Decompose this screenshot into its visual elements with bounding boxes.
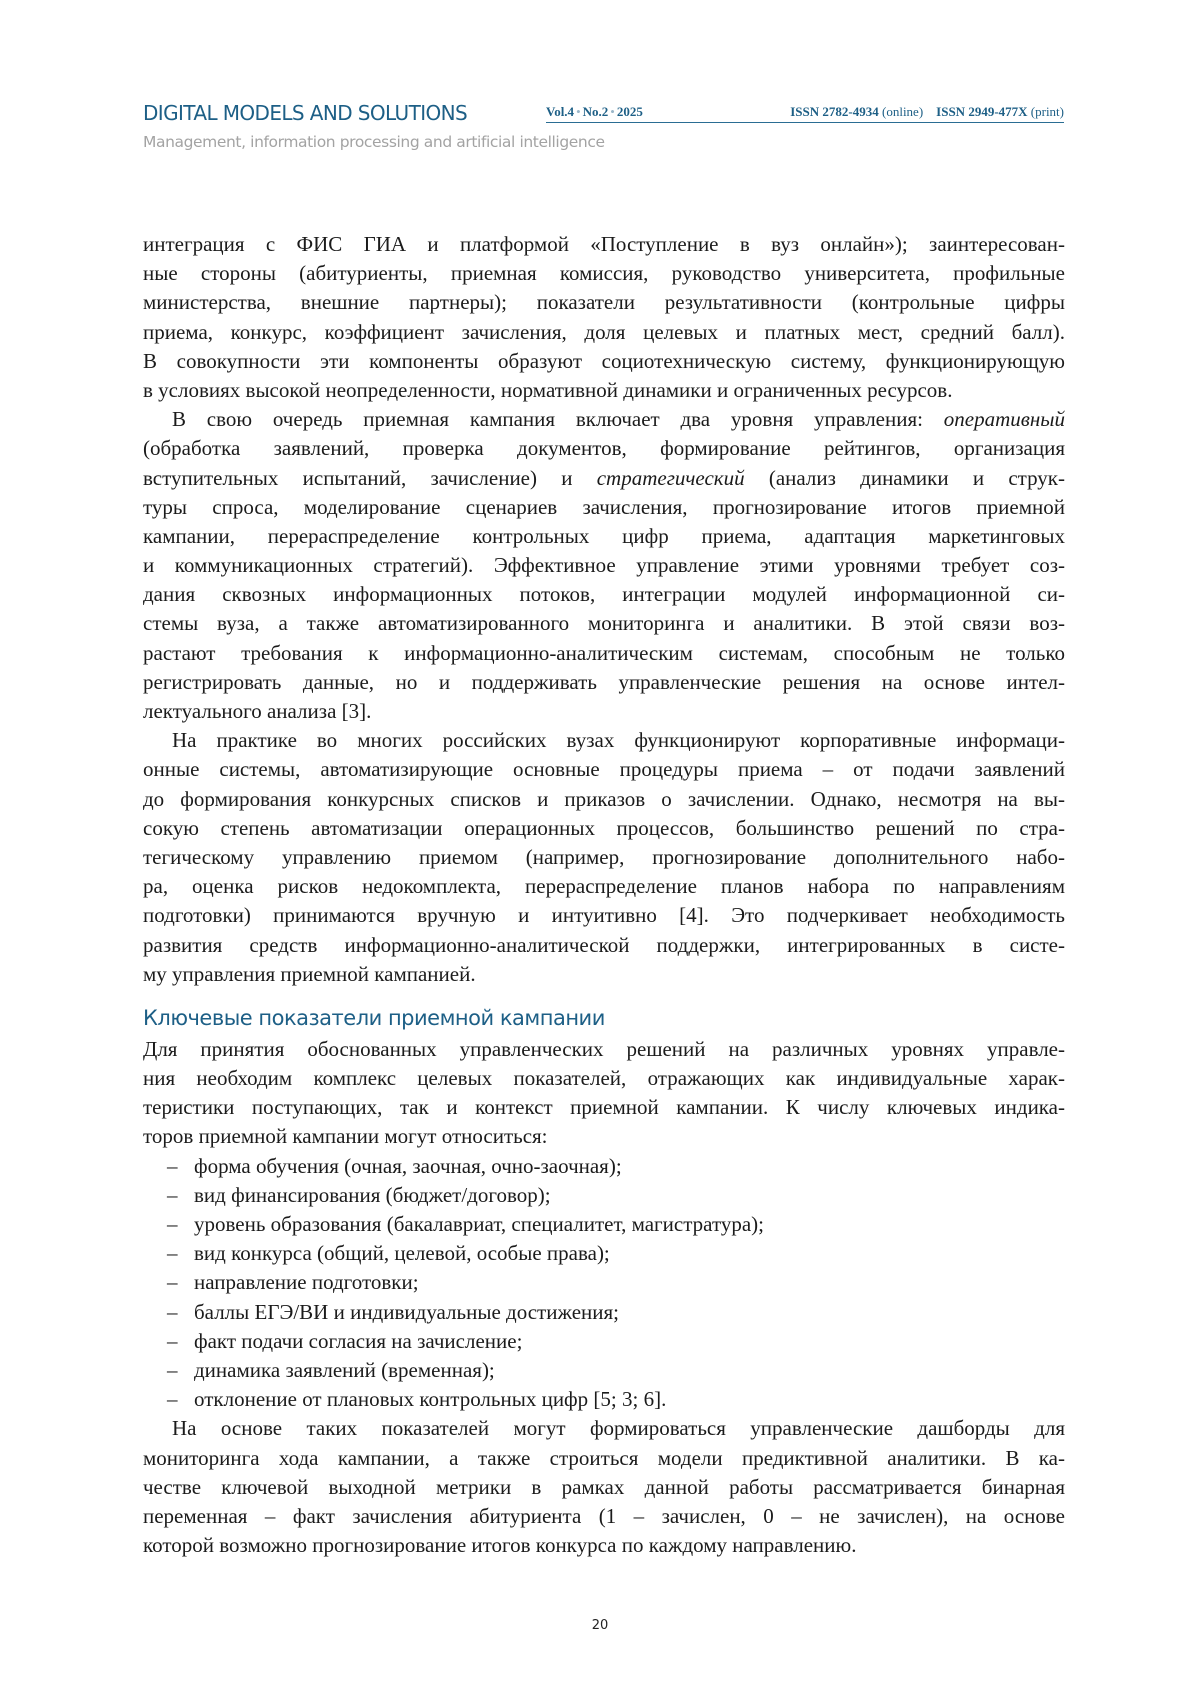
text-run: ра, оценка рисков недокомплекта, перераспределение планов набора по направлениям [143,874,1065,898]
issn-info [790,104,1064,120]
text-run: вступительных испытаний, зачисление) и [143,466,597,490]
text-line [143,1064,1065,1093]
dash-bullet-icon: – [167,1210,178,1239]
list-item-text: направление подготовки; [194,1270,419,1294]
dash-bullet-icon: – [167,1385,178,1414]
text-line [143,755,1065,784]
text-line [143,814,1065,843]
text-run: до формирования конкурсных списков и приказов о зачислении. Однако, несмотря на вы- [143,787,1065,811]
list-item-text: форма обучения (очная, заочная, очно-заочная); [194,1154,622,1178]
text-run: регистрировать данные, но и поддерживать управленческие решения на основе интел- [143,670,1065,694]
text-line [143,697,1065,726]
paragraph [143,230,1065,405]
list-item-text: баллы ЕГЭ/ВИ и индивидуальные достижения; [194,1300,619,1324]
text-line [143,1473,1065,1502]
text-run: мониторинга хода кампании, а также строиться модели предиктивной аналитики. В ка- [143,1446,1065,1470]
issue-info [546,104,643,120]
text-line [143,960,1065,989]
text-run: онные системы, автоматизирующие основные процедуры приема – от подачи заявлений [143,757,1065,781]
text-line [143,1122,1065,1151]
list-item-text: отклонение от плановых контрольных цифр [5; 3; 6]. [194,1387,666,1411]
text-run: торов приемной кампании могут относиться: [143,1124,548,1148]
paragraph [143,726,1065,989]
text-line [143,843,1065,872]
dash-bullet-icon: – [167,1181,178,1210]
text-line [143,872,1065,901]
text-line [143,1414,1065,1443]
list-item [143,1298,1065,1327]
list-item-text: вид конкурса (общий, целевой, особые права); [194,1241,610,1265]
text-line [143,318,1065,347]
issn-print-label: (print) [1031,104,1064,119]
text-run: приема, конкурс, коэффициент зачисления, доля целевых и платных мест, средний балл). [143,320,1065,344]
text-line [143,726,1065,755]
dash-bullet-icon: – [167,1356,178,1385]
journal-title: DIGITAL MODELS AND SOLUTIONS [143,101,467,125]
text-line [143,230,1065,259]
text-run: дания сквозных информационных потоков, интеграции модулей информационной си- [143,582,1065,606]
text-line [143,493,1065,522]
text-run: (анализ динамики и струк- [745,466,1065,490]
list-item-text: вид финансирования (бюджет/договор); [194,1183,551,1207]
issue-number: No.2 [583,104,609,119]
text-run: в условиях высокой неопределенности, нормативной динамики и ограниченных ресурсов. [143,378,952,402]
issn-online-label: (online) [882,104,923,119]
volume: Vol.4 [546,104,574,119]
paragraph [143,405,1065,726]
text-run: сокую степень автоматизации операционных процессов, большинство решений по стра- [143,816,1065,840]
dash-bullet-icon: – [167,1298,178,1327]
dash-bullet-icon: – [167,1268,178,1297]
text-line [143,1531,1065,1560]
text-run: Для принятия обоснованных управленческих решений на различных уровнях управле- [143,1037,1065,1061]
text-line [143,464,1065,493]
text-line [143,376,1065,405]
text-run: интеграция с ФИС ГИА и платформой «Поступление в вуз онлайн»); заинтересован- [143,232,1065,256]
text-run: На практике во многих российских вузах функционируют корпоративные информаци- [172,728,1065,752]
text-run: теристики поступающих, так и контекст приемной кампании. К числу ключевых индика- [143,1095,1065,1119]
text-line [143,668,1065,697]
bullet-list [143,1152,1065,1415]
list-item [143,1268,1065,1297]
text-line [143,347,1065,376]
text-line [143,288,1065,317]
text-line [143,1502,1065,1531]
year: 2025 [617,104,643,119]
text-line [143,609,1065,638]
text-run: и коммуникационных стратегий). Эффективное управление этими уровнями требует соз- [143,553,1065,577]
text-line [143,901,1065,930]
list-item [143,1181,1065,1210]
italic-term: оперативный [944,407,1065,431]
text-run: лектуального анализа [3]. [143,699,371,723]
text-line [143,1035,1065,1064]
text-run: тегическому управлению приемом (например, прогнозирование дополнительного набо- [143,845,1065,869]
text-run: растают требования к информационно-аналитическим системам, способным не только [143,641,1065,665]
italic-term: стратегический [597,466,745,490]
text-line [143,639,1065,668]
text-run: (обработка заявлений, проверка документов, формирование рейтингов, организация [143,436,1065,460]
list-item-text: факт подачи согласия на зачисление; [194,1329,522,1353]
text-line [143,551,1065,580]
list-item [143,1210,1065,1239]
text-run: туры спроса, моделирование сценариев зачисления, прогнозирование итогов приемной [143,495,1065,519]
separator-dot-icon: • [610,104,615,119]
text-run: В свою очередь приемная кампания включает два уровня управления: [172,407,944,431]
list-item-text: динамика заявлений (временная); [194,1358,495,1382]
separator-dot-icon: • [576,104,581,119]
text-line [143,434,1065,463]
text-line [143,580,1065,609]
text-line [143,931,1065,960]
text-run: переменная – факт зачисления абитуриента (1 – зачислен, 0 – не зачислен), на основе [143,1504,1065,1528]
text-run: кампании, перераспределение контрольных цифр приема, адаптация маркетинговых [143,524,1065,548]
issn-online: ISSN 2782-4934 [790,104,879,119]
text-run: подготовки) принимаются вручную и интуитивно [4]. Это подчеркивает необходимость [143,903,1065,927]
text-run: В совокупности эти компоненты образуют социотехническую систему, функционирующую [143,349,1065,373]
dash-bullet-icon: – [167,1327,178,1356]
list-item [143,1239,1065,1268]
issn-print: ISSN 2949-477X [936,104,1027,119]
paragraph [143,1414,1065,1560]
text-line [143,1444,1065,1473]
text-run: му управления приемной кампанией. [143,962,476,986]
list-item-text: уровень образования (бакалавриат, специалитет, магистратура); [194,1212,764,1236]
list-item [143,1152,1065,1181]
text-run: На основе таких показателей могут формироваться управленческие дашборды для [172,1416,1065,1440]
text-run: честве ключевой выходной метрики в рамках данной работы рассматривается бинарная [143,1475,1065,1499]
text-line [143,785,1065,814]
dash-bullet-icon: – [167,1152,178,1181]
issue-meta-bar [546,104,1064,123]
journal-subtitle: Management, information processing and artificial intelligence [143,133,605,151]
list-item [143,1356,1065,1385]
list-item [143,1327,1065,1356]
text-run: министерства, внешние партнеры); показатели результативности (контрольные цифры [143,290,1065,314]
page-number: 20 [0,1618,1200,1633]
article-body [143,230,1065,1560]
paragraph [143,1035,1065,1152]
text-line [143,259,1065,288]
text-line [143,522,1065,551]
text-line [143,1093,1065,1122]
text-line [143,405,1065,434]
text-run: развития средств информационно-аналитической поддержки, интегрированных в систе- [143,933,1065,957]
text-run: которой возможно прогнозирование итогов конкурса по каждому направлению. [143,1533,856,1557]
text-run: стемы вуза, а также автоматизированного мониторинга и аналитики. В этой связи воз- [143,611,1065,635]
text-run: ния необходим комплекс целевых показателей, отражающих как индивидуальные харак- [143,1066,1065,1090]
text-run: ные стороны (абитуриенты, приемная комиссия, руководство университета, профильные [143,261,1065,285]
dash-bullet-icon: – [167,1239,178,1268]
list-item [143,1385,1065,1414]
section-heading: Ключевые показатели приемной кампании [143,1002,1065,1035]
